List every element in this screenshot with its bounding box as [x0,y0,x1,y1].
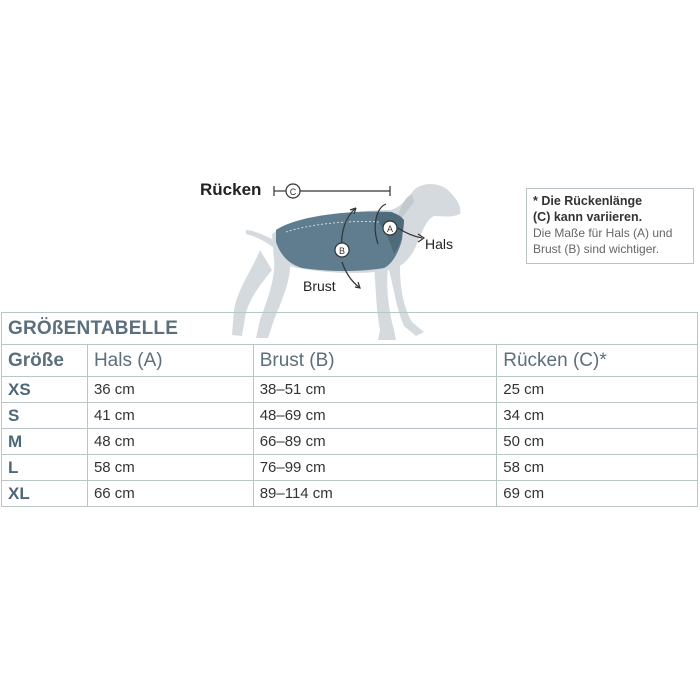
dog-vest [276,212,404,271]
cell-size: M [2,429,88,455]
svg-text:C: C [289,187,297,197]
cell-size: S [2,403,88,429]
cell-chest: 76–99 cm [253,455,497,481]
cell-chest: 89–114 cm [253,481,497,507]
cell-neck: 66 cm [87,481,253,507]
cell-back: 34 cm [497,403,698,429]
header-back: Rücken (C)* [497,345,698,377]
header-neck: Hals (A) [87,345,253,377]
table-header-row [2,345,698,377]
marker-b [335,243,349,257]
note-line-1: * Die Rückenlänge [533,194,643,208]
cell-chest: 66–89 cm [253,429,497,455]
back-label: Rücken [200,180,262,199]
cell-size: XS [2,377,88,403]
table-row [2,377,698,403]
cell-back: 58 cm [497,455,698,481]
cell-back: 50 cm [497,429,698,455]
cell-chest: 38–51 cm [253,377,497,403]
table-row [2,455,698,481]
table-row [2,429,698,455]
table-row [2,403,698,429]
note-line-2: (C) kann variieren. [533,210,643,224]
size-table [1,312,698,507]
header-chest: Brust (B) [253,345,497,377]
table-title-row [2,313,698,345]
cell-neck: 58 cm [87,455,253,481]
cell-neck: 36 cm [87,377,253,403]
chest-label: Brust [303,278,336,294]
cell-size: XL [2,481,88,507]
cell-size: L [2,455,88,481]
note-line-4: Brust (B) sind wichtiger. [533,242,660,256]
note-box [526,188,694,264]
svg-text:B: B [338,246,346,256]
cell-neck: 48 cm [87,429,253,455]
table-row [2,481,698,507]
neck-label: Hals [425,236,454,252]
header-size: Größe [2,345,88,377]
table-title: GRÖßENTABELLE [2,313,698,345]
marker-a [383,221,397,235]
cell-back: 69 cm [497,481,698,507]
marker-c [286,184,300,198]
note-line-3: Die Maße für Hals (A) und [533,226,673,240]
cell-back: 25 cm [497,377,698,403]
cell-neck: 41 cm [87,403,253,429]
svg-text:A: A [386,224,394,234]
cell-chest: 48–69 cm [253,403,497,429]
